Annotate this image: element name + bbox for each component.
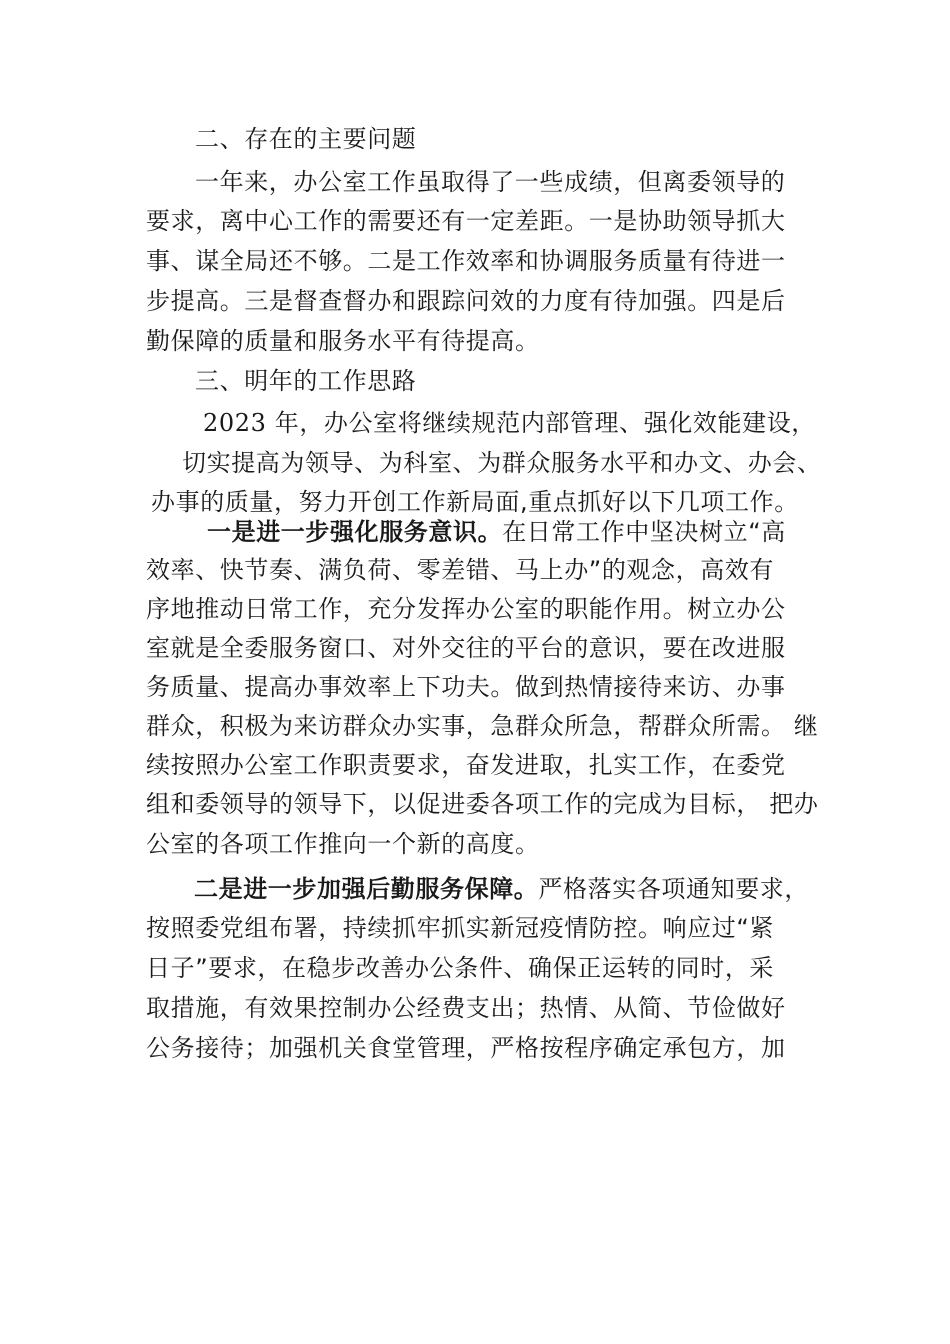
paragraph-line: 续按照办公室工作职责要求，奋发进取，扎实工作，在委党 <box>146 751 786 779</box>
paragraph-line: 公务接待；加强机关食堂管理，严格按程序确定承包方，加 <box>146 1034 786 1062</box>
item2-bold-lead: 二是进一步加强后勤服务保障。 <box>194 875 539 903</box>
item2-first-line <box>194 872 809 906</box>
item1-bold-lead: 一是进一步强化服务意识。 <box>207 518 503 546</box>
paragraph-line: 勤保障的质量和服务水平有待提高。 <box>146 327 540 355</box>
paragraph-line: 事、谋全局还不够。二是工作效率和协调服务质量有待进一 <box>146 247 786 275</box>
paragraph-line: 序地推动日常工作，充分发挥办公室的职能作用。树立办公 <box>146 595 786 623</box>
paragraph-line: 一年来，办公室工作虽取得了一些成绩，但离委领导的 <box>195 168 786 196</box>
paragraph-line: 组和委领导的领导下，以促进委各项工作的完成为目标， 把办 <box>146 790 819 818</box>
paragraph-line: 群众，积极为来访群众办实事，急群众所急，帮群众所需。 继 <box>146 712 819 740</box>
paragraph-line: 步提高。三是督查督办和跟踪问效的力度有待加强。四是后 <box>146 287 786 315</box>
item1-line1-text: 在日常工作中坚决树立“高 <box>502 518 786 546</box>
intro-year: 2023 <box>203 409 267 437</box>
paragraph-line: 要求，离中心工作的需要还有一定差距。一是协助领导抓大 <box>146 207 786 235</box>
item1-first-line <box>207 515 786 549</box>
intro-line1-text: 年，办公室将继续规范内部管理、强化效能建设， <box>266 409 816 437</box>
paragraph-line: 公室的各项工作推向一个新的高度。 <box>146 830 540 858</box>
intro-line <box>203 406 816 440</box>
paragraph-line: 室就是全委服务窗口、对外交往的平台的意识，要在改进服 <box>146 634 786 662</box>
paragraph-line: 效率、快节奏、满负荷、零差错、马上办”的观念，高效有 <box>146 556 775 584</box>
intro-line: 切实提高为领导、为科室、为群众服务水平和办文、办会、 <box>182 449 822 477</box>
section-heading-problems: 二、存在的主要问题 <box>195 125 417 153</box>
intro-line: 办事的质量，努力开创工作新局面,重点抓好以下几项工作。 <box>151 488 799 516</box>
paragraph-line: 务质量、提高办事效率上下功夫。做到热情接待来访、办事 <box>146 673 786 701</box>
paragraph-line: 取措施，有效果控制办公经费支出；热情、从简、节俭做好 <box>146 994 786 1022</box>
paragraph-line: 日子”要求，在稳步改善办公条件、确保正运转的同时，采 <box>146 954 775 982</box>
paragraph-line: 按照委党组布署，持续抓牢抓实新冠疫情防控。响应过“紧 <box>146 914 775 942</box>
item2-line1-text: 严格落实各项通知要求， <box>538 875 810 903</box>
section-heading-next-year-plan: 三、明年的工作思路 <box>195 367 417 395</box>
